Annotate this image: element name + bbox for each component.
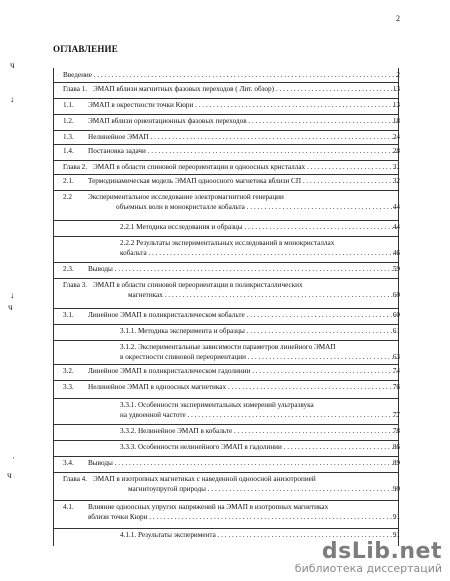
toc-entry-page: 90: [392, 485, 400, 493]
watermark-subtitle: библиотека диссертаций: [294, 562, 442, 575]
toc-entry-page: 44: [392, 223, 400, 231]
toc-entry-title: Выводы . . .: [88, 264, 398, 274]
table-rule: [53, 380, 398, 381]
toc-entry-page: 89: [392, 459, 400, 467]
toc-entry-number: Глава 3.: [63, 281, 88, 289]
toc-entry-number: 2.3.: [63, 265, 74, 273]
toc-entry-page: 91: [392, 513, 400, 521]
page-title: ОГЛАВЛЕНИЕ: [53, 44, 118, 54]
toc-entry-page: 24: [392, 133, 400, 141]
toc-entry-page: 74: [392, 367, 400, 375]
toc-entry-page: 13: [392, 101, 400, 109]
margin-mark: ·: [12, 453, 15, 463]
toc-entry-number: 3.3.: [63, 383, 74, 391]
toc-entry-title: вблизи точки Кюри . . .: [88, 512, 398, 522]
toc-entry-number: 3.4.: [63, 459, 74, 467]
toc-entry-title: ЭМАП в изотропных магнетиках с наведенной одноосной анизотропией: [93, 475, 316, 483]
toc-entry-title: Термодинамическая модель ЭМАП одноосного магнетика вблизи СП . . .: [88, 176, 398, 186]
toc-entry-title: магнитоупругой природы . . .: [93, 484, 398, 494]
toc-entry-page: 13: [392, 85, 400, 93]
toc-entry-page: 28: [392, 147, 400, 155]
table-rule: [53, 340, 398, 341]
table-rule: [53, 160, 398, 161]
toc-entry-title: 4.1.1. Результаты эксперимента . . .: [120, 530, 398, 540]
table-rule: [53, 364, 398, 365]
toc-entry-title: ЭМАП вблизи магнитных фазовых переходов ( Лит. обзор) . . .: [93, 84, 398, 94]
toc-entry-page: 46: [392, 249, 400, 257]
table-border-right: [398, 68, 399, 546]
toc-entry-page: 31: [392, 163, 400, 171]
table-rule: [53, 82, 398, 83]
table-rule: [53, 130, 398, 131]
margin-mark: ↓: [10, 94, 15, 104]
table-rule: [53, 114, 398, 115]
table-rule: [53, 424, 398, 425]
toc-entry-title: Нелинейное ЭМАП в одноосных магнетиках . . .: [88, 382, 398, 392]
toc-entry-number: 1.1.: [63, 101, 74, 109]
toc-entry-page: 32: [392, 177, 400, 185]
table-rule: [53, 324, 398, 325]
table-rule: [53, 278, 398, 279]
watermark-logo: dsLib.net: [321, 539, 442, 564]
table-rule: [53, 528, 398, 529]
margin-mark: ч: [8, 302, 13, 312]
toc-entry-page: 78: [392, 427, 400, 435]
toc-entry-title: Экспериментальное исследование электромагнитной генерации: [88, 193, 284, 201]
toc-entry-page: 77: [392, 411, 400, 419]
toc-entry-title: Линейное ЭМАП в поликристаллическом гадолинии . . .: [88, 366, 398, 376]
toc-entry-page: 60: [392, 291, 400, 299]
table-border-left: [53, 68, 54, 546]
toc-entry-title: 3.3.3. Особенности нелинейного ЭМАП в гадолинии . . .: [120, 442, 398, 452]
toc-entry-number: 2.2: [63, 193, 72, 201]
toc-entry-number: 2.1.: [63, 177, 74, 185]
toc-entry-title: 3.3.2. Нелинейное ЭМАП в кобальте . . .: [120, 426, 398, 436]
toc-entry-title: ЭМАП вблизи ориентационных фазовых переходов . . .: [88, 116, 398, 126]
page-number: 2: [396, 14, 400, 23]
toc-entry-number: 3.2.: [63, 367, 74, 375]
toc-entry-title: в окрестности спиновой переориентации . . .: [120, 352, 398, 362]
table-rule: [53, 500, 398, 501]
toc-entry-page: 61: [392, 327, 400, 335]
toc-entry-page: 59: [392, 265, 400, 273]
toc-entry-title: кобальта . . .: [120, 248, 398, 258]
toc-entry-page: 91: [392, 531, 400, 539]
margin-mark: ч: [10, 60, 15, 70]
toc-entry-page: 86: [392, 443, 400, 451]
toc-entry-title: 3.1.1. Методика эксперимента и образцы . . .: [120, 326, 398, 336]
table-rule: [53, 236, 398, 237]
toc-entry-title: Линейное ЭМАП в поликристаллическом кобальте . . .: [88, 310, 398, 320]
toc-entry-number: 3.1.: [63, 311, 74, 319]
toc-entry-title: ЭМАП в области спиновой переориентации в одноосных кристаллах . . .: [93, 162, 398, 172]
table-rule: [53, 456, 398, 457]
watermark: [295, 539, 442, 575]
toc-entry-page: 44: [392, 203, 400, 211]
toc-entry-number: 1.2.: [63, 117, 74, 125]
toc-entry-title: Влияние одноосных упругих напряжений на ЭМАП в изотропных магнетиках: [88, 503, 329, 511]
toc-entry-title: на удвоенной частоте . . .: [120, 410, 398, 420]
table-rule: [53, 144, 398, 145]
table-rule: [53, 174, 398, 175]
table-rule: [53, 262, 398, 263]
table-rule: [53, 472, 398, 473]
table-rule: [53, 98, 398, 99]
toc-entry-title: 2.2.1 Методика исследования и образцы . . .: [120, 222, 398, 232]
toc-entry-title: магнетиках . . .: [93, 290, 398, 300]
toc-entry-title: Постановка задачи . . .: [88, 146, 398, 156]
toc-entry-title: 3.3.1. Особенности экспериментальных измерений ультразвука: [120, 401, 314, 409]
toc-entry-number: 4.1.: [63, 503, 74, 511]
toc-entry-title: Нелинейное ЭМАП . . .: [88, 132, 398, 142]
toc-entry-number: Глава 1.: [63, 85, 88, 93]
toc-entry-number: Глава 4.: [63, 475, 88, 483]
toc-entry-title: ЭМАП в окрестности точки Кюри . . .: [88, 100, 398, 110]
toc-entry-page: 76: [392, 383, 400, 391]
toc-entry-page: 60: [392, 311, 400, 319]
toc-entry-number: 1.4.: [63, 147, 74, 155]
toc-entry-page: 63: [392, 353, 400, 361]
toc-entry-title: ЭМАП в области спиновой переориентации в поликристаллических: [93, 281, 303, 289]
table-rule: [53, 190, 398, 191]
margin-mark: ↓: [10, 290, 15, 300]
table-rule: [53, 220, 398, 221]
margin-mark: ч: [7, 470, 12, 480]
toc-entry-page: 2: [396, 71, 400, 79]
table-rule: [53, 440, 398, 441]
toc-entry-title: Введение . . .: [63, 70, 398, 80]
toc-entry-title: 3.1.2. Экспериментальные зависимости параметров линейного ЭМАП: [120, 343, 336, 351]
toc-entry-title: объемных волн в монокристалле кобальта . . .: [88, 202, 398, 212]
table-rule: [53, 398, 398, 399]
toc-entry-title: 2.2.2 Результаты экспериментальных исследований в монокристаллах: [120, 239, 335, 247]
toc-entry-title: Выводы . . .: [88, 458, 398, 468]
table-rule: [53, 308, 398, 309]
toc-entry-number: 1.3.: [63, 133, 74, 141]
toc-entry-number: Глава 2.: [63, 163, 88, 171]
toc-entry-page: 18: [392, 117, 400, 125]
